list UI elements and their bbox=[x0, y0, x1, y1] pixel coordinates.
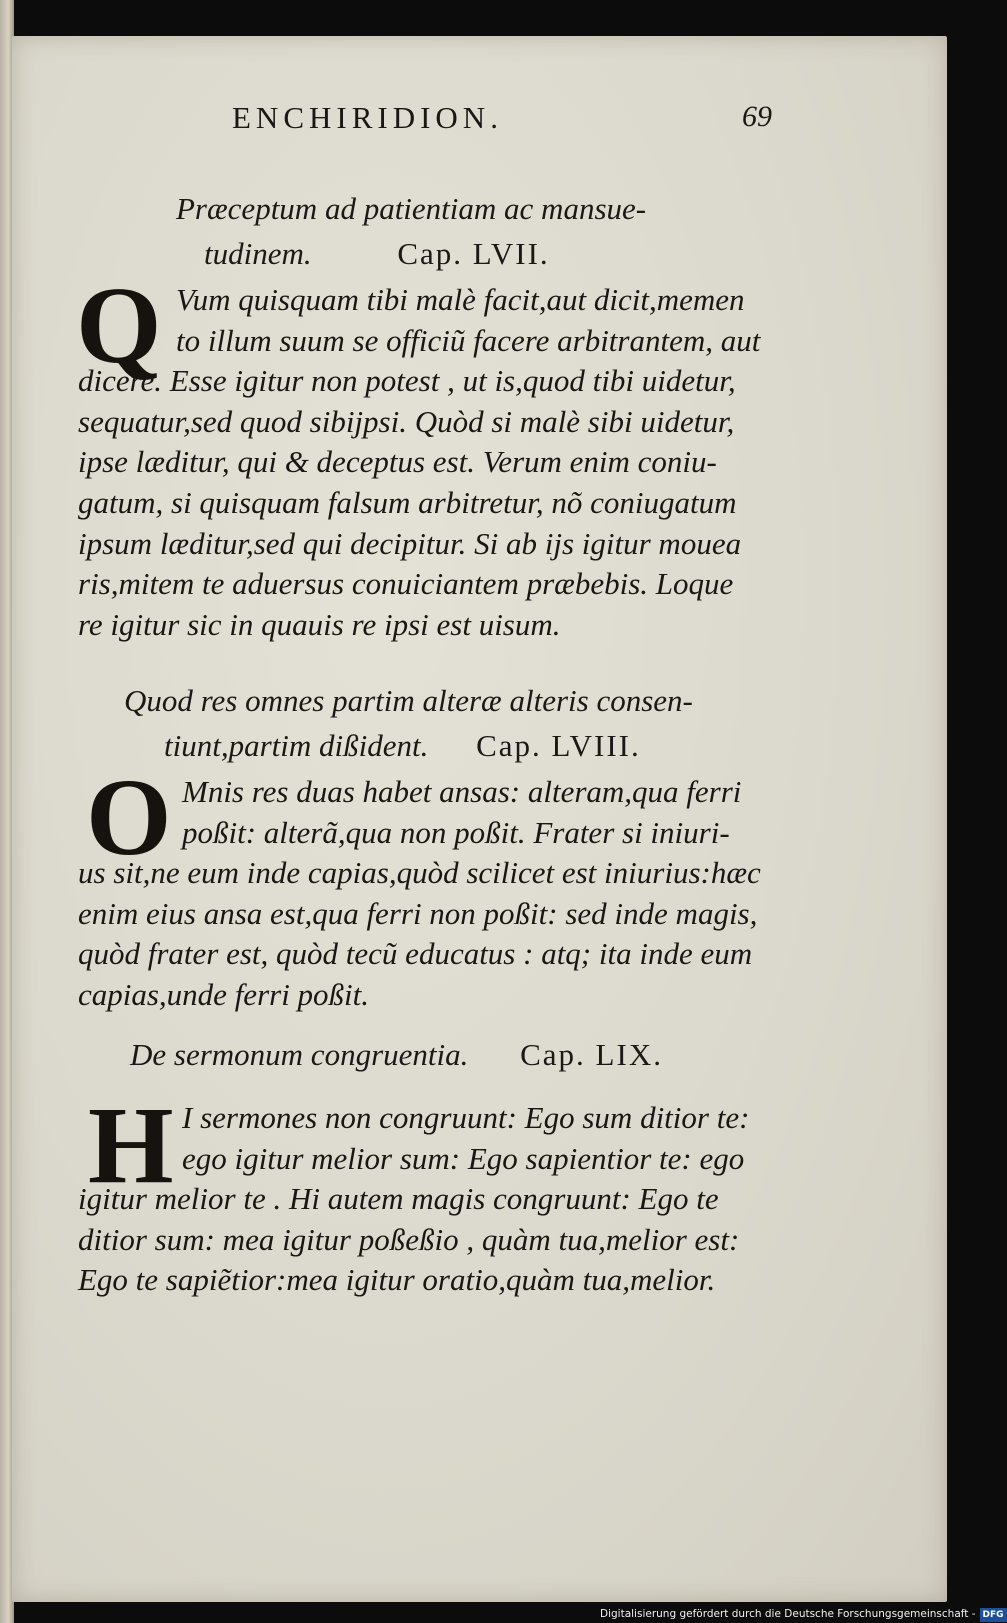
dfg-logo: DFG bbox=[980, 1608, 1007, 1622]
text-line: Ego te sapiẽtior:mea igitur oratio,quàm tua,melior. bbox=[78, 1262, 716, 1298]
running-head bbox=[232, 100, 772, 150]
chapter-text-59 bbox=[78, 1098, 753, 1301]
running-title: ENCHIRIDION. bbox=[232, 100, 503, 135]
chapter-number: Cap. LVIII. bbox=[476, 728, 641, 763]
text-line: quòd frater est, quòd tecũ educatus : atq; ita inde eum bbox=[78, 936, 753, 972]
credit-text: Digitalisierung gefördert durch die Deutsche Forschungsgemeinschaft - bbox=[600, 1608, 976, 1620]
drop-capital: H bbox=[88, 1084, 174, 1206]
text-line: ris,mitem te aduersus conuiciantem præbebis. Loque bbox=[78, 566, 734, 602]
text-line: Vum quisquam tibi malè facit,aut dicit,memen bbox=[176, 282, 745, 317]
text-line: enim eius ansa est,qua ferri non poßit: sed inde magis, bbox=[78, 895, 758, 931]
text-line: re igitur sic in quauis re ipsi est uisum. bbox=[78, 606, 561, 642]
text-line: to illum suum se officiũ facere arbitrantem, aut bbox=[176, 322, 761, 358]
text-line: poßit: alterã,qua non poßit. Frater si iniuri- bbox=[182, 814, 730, 850]
text-line: gatum, si quisquam falsum arbitretur, nõ coniugatum bbox=[78, 484, 737, 520]
drop-capital: Q bbox=[76, 264, 162, 386]
text-line: Mnis res duas habet ansas: alteram,qua ferri bbox=[182, 774, 742, 809]
heading-line: Quod res omnes partim alteræ alteris consen- bbox=[124, 683, 693, 718]
heading-line: Præceptum ad patientiam ac mansue- bbox=[176, 191, 647, 226]
text-line: I sermones non congruunt: Ego sum ditior te: bbox=[182, 1100, 750, 1135]
heading-line: tiunt,partim dißident. bbox=[164, 728, 429, 763]
drop-capital: O bbox=[86, 756, 172, 878]
text-line: us sit,ne eum inde capias,quòd scilicet est iniurius:hæc bbox=[78, 855, 761, 891]
heading-line: De sermonum congruentia. bbox=[130, 1037, 469, 1072]
text-line: ego igitur melior sum: Ego sapientior te: ego bbox=[182, 1140, 745, 1176]
text-line: igitur melior te . Hi autem magis congruunt: Ego te bbox=[78, 1181, 719, 1217]
chapter-number: Cap. LIX. bbox=[520, 1037, 663, 1072]
text-line: sequatur,sed quod sibijpsi. Quòd si malè sibi uidetur, bbox=[78, 403, 735, 439]
chapter-heading-58 bbox=[124, 678, 693, 768]
chapter-heading-57 bbox=[176, 186, 646, 276]
text-line: ipse læditur, qui & deceptus est. Verum enim coniu- bbox=[78, 444, 717, 480]
text-line: dicere. Esse igitur non potest , ut is,quod tibi uidetur, bbox=[78, 363, 736, 399]
page-number: 69 bbox=[742, 100, 772, 133]
chapter-heading-59 bbox=[130, 1032, 663, 1077]
text-line: capias,unde ferri poßit. bbox=[78, 976, 370, 1012]
chapter-number: Cap. LVII. bbox=[397, 236, 550, 271]
heading-line: tudinem. bbox=[204, 236, 312, 271]
chapter-text-58 bbox=[78, 772, 761, 1016]
chapter-text-57 bbox=[78, 280, 761, 645]
text-line: ditior sum: mea igitur poßeßio , quàm tua,melior est: bbox=[78, 1221, 740, 1257]
text-line: ipsum læditur,sed qui decipitur. Si ab ijs igitur mouea bbox=[78, 525, 742, 561]
digitization-credit bbox=[600, 1605, 1004, 1623]
